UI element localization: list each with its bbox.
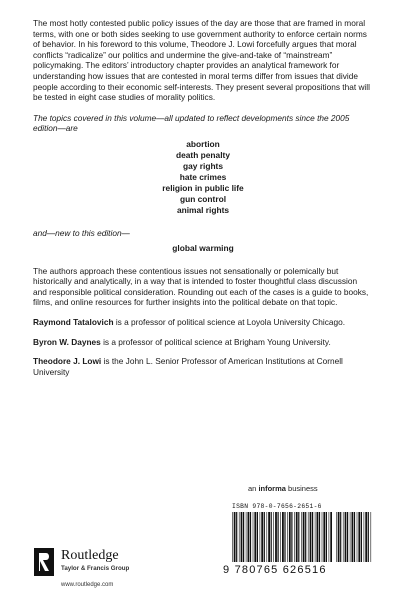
- barcode-icon: [232, 512, 332, 562]
- topic-item: gay rights: [182, 160, 224, 171]
- author-bio: [33, 317, 373, 328]
- blurb: [33, 18, 373, 386]
- author-name: Raymond Tatalovich: [33, 316, 114, 327]
- topic-item: hate crimes: [179, 171, 227, 182]
- author-text: is a professor of political science at Brigham Young University.: [100, 336, 331, 347]
- new-topic: global warming: [172, 242, 234, 253]
- topic-item: abortion: [186, 138, 220, 149]
- author-bio: [33, 356, 373, 377]
- publisher-group: Taylor & Francis Group: [61, 565, 130, 572]
- author-bio: [33, 337, 373, 348]
- informa-tagline: an informa business: [248, 484, 318, 493]
- lead-paragraph: The most hotly contested public policy issues of the day are those that are framed in moral terms, with one or both sides seeking to use government authority to enforce certain norms of behavior. In his foreword to this volume, Theodore J. Lowi forcefully argues that moral conflicts “radicalize” our politics and undermine the give-and-take of “mainstream” policymaking. The editors’ introductory chapter provides an analytical framework for understanding how issues that are contested in moral terms differ from issues that divide people according to their economic self-interests. They present several propositions that will be tested in eight case studies of morality politics.: [33, 18, 370, 103]
- author-name: Theodore J. Lowi: [33, 356, 102, 367]
- barcode-digits: 9 780765 626516: [223, 564, 327, 576]
- publisher-block: [34, 548, 184, 590]
- publisher-name: Routledge: [61, 548, 119, 563]
- author-name: Byron W. Daynes: [33, 336, 101, 347]
- topic-item: death penalty: [176, 149, 230, 160]
- topic-item: gun control: [179, 193, 227, 204]
- topics-intro: The topics covered in this volume—all updated to reflect developments since the 2005 edition—are: [33, 112, 350, 134]
- topic-item: animal rights: [176, 204, 230, 215]
- approach-paragraph: The authors approach these contentious issues not sensationally or polemically but historically and analytically, in a way that is intended to foster thoughtful class discussion and responsible political consideration. Rounding out each of the cases is a guide to books, films, and online resources for further insights into the political debate on that topic.: [33, 265, 369, 308]
- author-text: is a professor of political science at Loyola University Chicago.: [113, 316, 346, 327]
- addon-barcode-icon: [336, 512, 373, 562]
- new-topic-intro: and—new to this edition—: [33, 227, 130, 238]
- topic-item: religion in public life: [162, 182, 244, 193]
- topics-list: [33, 139, 373, 216]
- isbn-label: ISBN 978-0-7656-2651-6: [232, 503, 322, 510]
- routledge-logo-icon: [34, 548, 54, 576]
- publisher-url: www.routledge.com: [61, 582, 114, 588]
- author-text: is the John L. Senior Professor of American Institutions at Cornell University: [33, 356, 343, 377]
